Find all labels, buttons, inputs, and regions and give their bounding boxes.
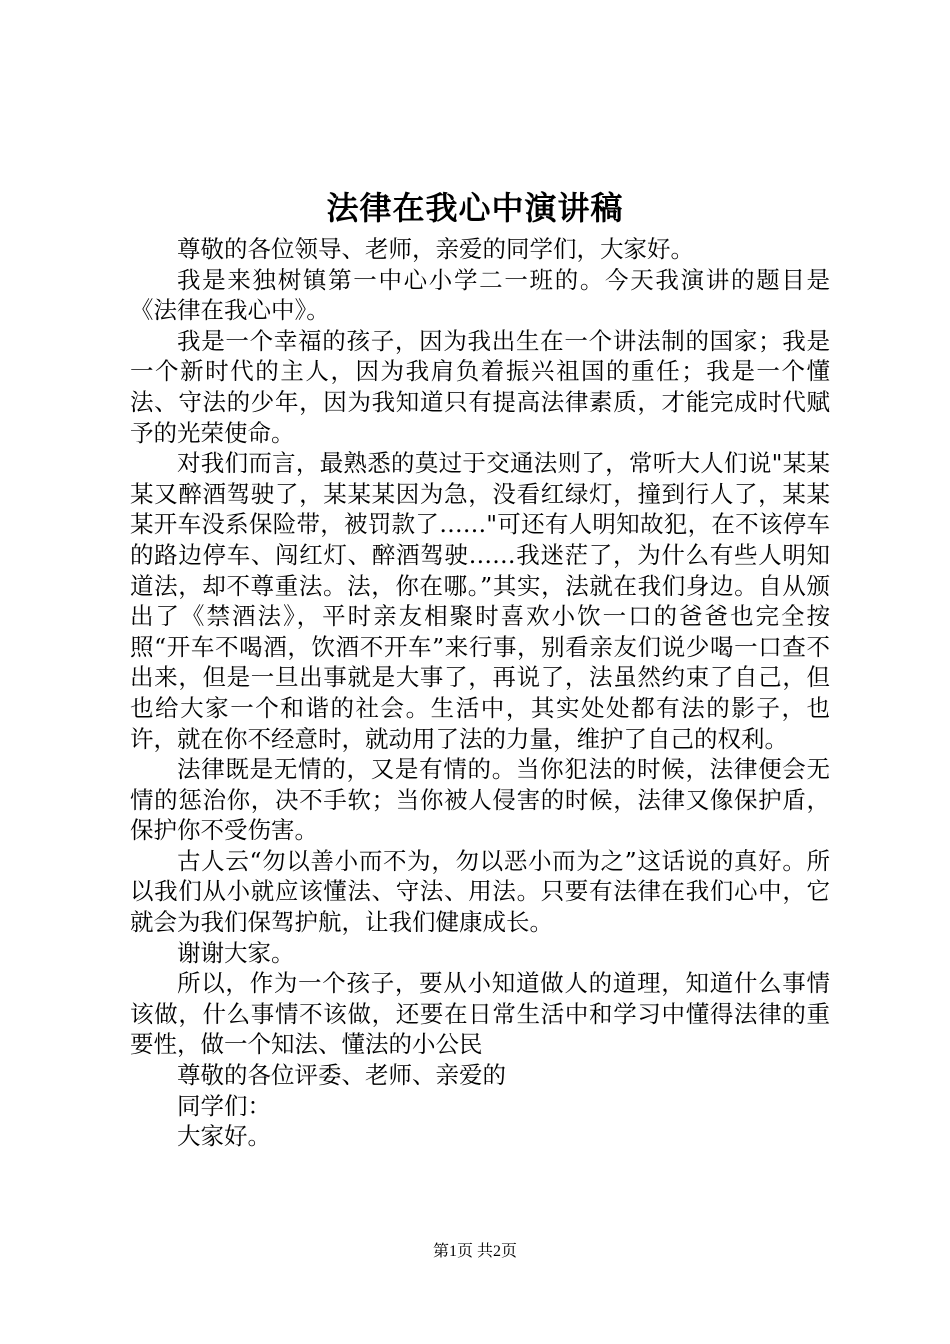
- paragraph-thanks: 谢谢大家。: [177, 938, 295, 967]
- document-body: [130, 234, 830, 1152]
- page-footer: [0, 1241, 950, 1263]
- paragraph-law-nature: 法律既是无情的，又是有情的。当你犯法的时候，法律便会无情的惩治你，决不手软；当你被人侵害的时候，法律又像保护盾，保护你不受伤害。: [130, 755, 830, 845]
- paragraph-identity: 我是一个幸福的孩子，因为我出生在一个讲法制的国家；我是一个新时代的主人，因为我肩负着振兴祖国的重任；我是一个懂法、守法的少年，因为我知道只有提高法律素质，才能完成时代赋予的光荣使命。: [130, 326, 830, 447]
- paragraph-salutation-classmates: 同学们：: [177, 1091, 271, 1120]
- page-number-current: 第1页: [432, 1243, 473, 1260]
- paragraph-introduction: 我是来独树镇第一中心小学二一班的。今天我演讲的题目是《法律在我心中》。: [130, 265, 830, 325]
- paragraph-traffic-law: 对我们而言，最熟悉的莫过于交通法则了，常听大人们说"某某某又醉酒驾驶了，某某某因为急，没看红绿灯，撞到行人了，某某某开车没系保险带，被罚款了……"可还有人明知故犯，在不该停车的路边停车、闯红灯、醉酒驾驶……我迷茫了，为什么有些人明知道法，却不尊重法。法，你在哪。”其实，法就在我们身边。自从颁出了《禁酒法》，平时亲友相聚时喜欢小饮一口的爸爸也完全按照“开车不喝酒，饮酒不开车”来行事，别看亲友们说少喝一口查不出来，但是一旦出事就是大事了，再说了，法虽然约束了自己，但也给大家一个和谐的社会。生活中，其实处处都有法的影子，也许，就在你不经意时，就动用了法的力量，维护了自己的权利。: [130, 449, 830, 753]
- page-title: 法律在我心中演讲稿: [326, 189, 624, 227]
- page-number-total: 共2页: [477, 1243, 518, 1260]
- paragraph-salutation: 尊敬的各位评委、老师、亲爱的: [177, 1061, 506, 1090]
- paragraph-salutation-hello: 大家好。: [177, 1122, 271, 1151]
- paragraph-ancient-saying: 古人云“勿以善小而不为，勿以恶小而为之”这话说的真好。所以我们从小就应该懂法、守法、用法。只要有法律在我们心中，它就会为我们保驾护航，让我们健康成长。: [130, 846, 830, 937]
- paragraph-greeting: 尊敬的各位领导、老师，亲爱的同学们，大家好。: [177, 235, 694, 263]
- paragraph-conclusion: 所以，作为一个孩子，要从小知道做人的道理，知道什么事情该做，什么事情不该做，还要在日常生活中和学习中懂得法律的重要性，做一个知法、懂法的小公民: [130, 969, 830, 1059]
